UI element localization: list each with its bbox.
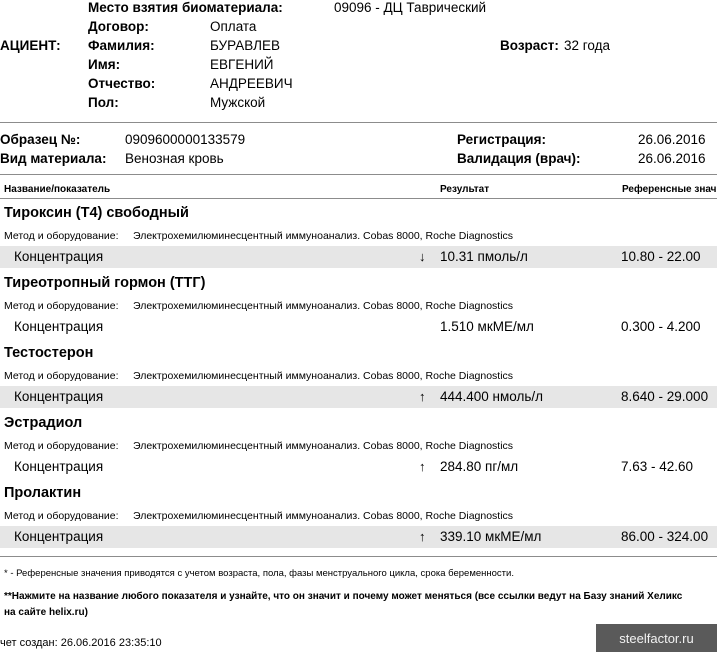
sample-number-value: 0909600000133579 [125,132,246,147]
patient-section-label: АЦИЕНТ: [0,38,61,53]
result-value: 339.10 мкМЕ/мл [440,529,542,544]
result-row-shading [0,386,717,408]
column-header-name: Название/показатель [4,184,111,195]
method-value: Электрохемилюминесцентный иммуноанализ. Cobas 8000, Roche Diagnostics [133,440,514,452]
age-value: 32 года [564,38,610,53]
method-label: Метод и оборудование: [4,230,119,242]
param-name: Концентрация [14,459,104,474]
patronymic-value: АНДРЕЕВИЧ [210,76,293,91]
param-name: Концентрация [14,389,104,404]
test-name-link[interactable]: Пролактин [4,485,82,501]
method-label: Метод и оборудование: [4,440,119,452]
method-value: Электрохемилюминесцентный иммуноанализ. Cobas 8000, Roche Diagnostics [133,300,514,312]
sampling-place-value: 09096 - ДЦ Таврический [334,0,487,15]
surname-label: Фамилия: [88,38,155,53]
name-label: Имя: [88,57,121,72]
arrow-up-icon: ↑ [419,389,426,404]
result-value: 1.510 мкМЕ/мл [440,319,534,334]
method-value: Электрохемилюминесцентный иммуноанализ. Cobas 8000, Roche Diagnostics [133,230,514,242]
surname-value: БУРАВЛЕВ [210,38,280,53]
registration-label: Регистрация: [457,132,546,147]
test-name-link[interactable]: Тироксин (Т4) свободный [4,205,189,221]
sex-value: Мужской [210,95,266,110]
test-name-link[interactable]: Тестостерон [4,345,94,361]
divider [0,198,717,199]
footnote-links-line1: **Нажмите на название любого показателя и узнайте, что он значит и почему может меняться (все ссылки ведут на Базу знаний Хеликс [4,591,683,602]
reference-value: 10.80 - 22.00 [621,249,701,264]
contract-label: Договор: [88,19,149,34]
report-created: чет создан: 26.06.2016 23:35:10 [0,637,162,649]
method-value: Электрохемилюминесцентный иммуноанализ. Cobas 8000, Roche Diagnostics [133,370,514,382]
method-label: Метод и оборудование: [4,510,119,522]
divider [0,556,717,557]
method-value: Электрохемилюминесцентный иммуноанализ. Cobas 8000, Roche Diagnostics [133,510,514,522]
sex-label: Пол: [88,95,119,110]
result-row-shading [0,526,717,548]
param-name: Концентрация [14,249,104,264]
column-header-result: Результат [440,184,490,195]
param-name: Концентрация [14,319,104,334]
material-label: Вид материала: [0,151,107,166]
method-label: Метод и оборудование: [4,370,119,382]
reference-value: 7.63 - 42.60 [621,459,694,474]
footnote-links-line2: на сайте helix.ru) [4,607,88,618]
arrow-up-icon: ↑ [419,529,426,544]
result-value: 10.31 пмоль/л [440,249,528,264]
sample-number-label: Образец №: [0,132,81,147]
reference-value: 0.300 - 4.200 [621,319,701,334]
contract-value: Оплата [210,19,257,34]
validation-label: Валидация (врач): [457,151,581,166]
result-value: 444.400 нмоль/л [440,389,544,404]
material-value: Венозная кровь [125,151,224,166]
registration-value: 26.06.2016 [638,132,706,147]
validation-value: 26.06.2016 [638,151,706,166]
reference-value: 86.00 - 324.00 [621,529,709,544]
patronymic-label: Отчество: [88,76,156,91]
name-value: ЕВГЕНИЙ [210,57,274,72]
param-name: Концентрация [14,529,104,544]
result-value: 284.80 пг/мл [440,459,519,474]
method-label: Метод и оборудование: [4,300,119,312]
sampling-place-label: Место взятия биоматериала: [88,0,283,15]
arrow-up-icon: ↑ [419,459,426,474]
divider [0,174,717,175]
watermark: steelfactor.ru [596,624,717,652]
footnote-reference: * - Референсные значения приводятся с учетом возраста, пола, фазы менструального цикла, срока беременности. [4,568,514,579]
reference-value: 8.640 - 29.000 [621,389,709,404]
arrow-down-icon: ↓ [419,249,426,264]
result-row-shading [0,246,717,268]
column-header-reference: Референсные знач [622,184,717,195]
divider [0,122,717,123]
test-name-link[interactable]: Эстрадиол [4,415,83,431]
age-label: Возраст: [500,38,559,53]
test-name-link[interactable]: Тиреотропный гормон (ТТГ) [4,275,206,291]
